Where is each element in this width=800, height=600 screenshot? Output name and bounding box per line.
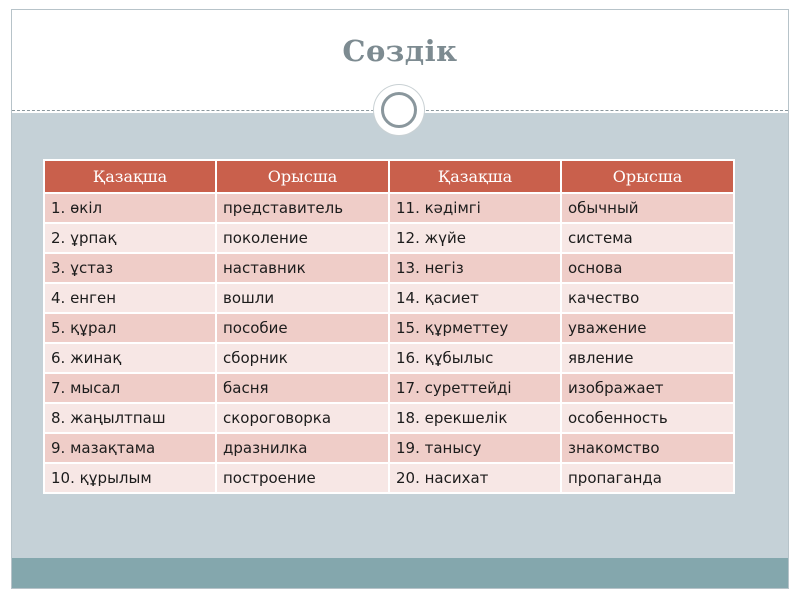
cell-russian: пропаганда [561, 463, 734, 493]
cell-kazakh: 5. құрал [44, 313, 216, 343]
cell-russian: знакомство [561, 433, 734, 463]
header-russian-1: Орысша [216, 160, 389, 193]
cell-russian: построение [216, 463, 389, 493]
circle-ornament-icon [374, 85, 424, 135]
cell-russian: басня [216, 373, 389, 403]
cell-kazakh: 4. енген [44, 283, 216, 313]
cell-russian: особенность [561, 403, 734, 433]
table-row [44, 193, 734, 223]
table-row [44, 283, 734, 313]
table-row [44, 223, 734, 253]
cell-kazakh: 15. құрметтеу [389, 313, 561, 343]
cell-kazakh: 9. мазақтама [44, 433, 216, 463]
cell-kazakh: 19. танысу [389, 433, 561, 463]
cell-kazakh: 3. ұстаз [44, 253, 216, 283]
cell-russian: представитель [216, 193, 389, 223]
table-row [44, 463, 734, 493]
cell-kazakh: 17. суреттейді [389, 373, 561, 403]
cell-russian: основа [561, 253, 734, 283]
cell-russian: качество [561, 283, 734, 313]
cell-kazakh: 14. қасиет [389, 283, 561, 313]
cell-russian: явление [561, 343, 734, 373]
cell-kazakh: 12. жүйе [389, 223, 561, 253]
cell-russian: система [561, 223, 734, 253]
slide-title: Сөздік [342, 34, 458, 68]
table-row [44, 403, 734, 433]
header-russian-2: Орысша [561, 160, 734, 193]
cell-kazakh: 7. мысал [44, 373, 216, 403]
cell-russian: поколение [216, 223, 389, 253]
cell-kazakh: 1. өкіл [44, 193, 216, 223]
cell-kazakh: 2. ұрпақ [44, 223, 216, 253]
cell-russian: обычный [561, 193, 734, 223]
table-row [44, 433, 734, 463]
cell-kazakh: 16. құбылыс [389, 343, 561, 373]
cell-russian: уважение [561, 313, 734, 343]
cell-kazakh: 10. құрылым [44, 463, 216, 493]
cell-kazakh: 8. жаңылтпаш [44, 403, 216, 433]
table-header-row [44, 160, 734, 193]
table-row [44, 253, 734, 283]
cell-russian: дразнилка [216, 433, 389, 463]
cell-kazakh: 6. жинақ [44, 343, 216, 373]
cell-russian: наставник [216, 253, 389, 283]
vocabulary-table [43, 159, 735, 494]
cell-kazakh: 20. насихат [389, 463, 561, 493]
table-row [44, 313, 734, 343]
header-kazakh-1: Қазақша [44, 160, 216, 193]
cell-kazakh: 13. негіз [389, 253, 561, 283]
bottom-band [12, 558, 788, 588]
cell-russian: вошли [216, 283, 389, 313]
cell-russian: изображает [561, 373, 734, 403]
cell-kazakh: 11. кәдімгі [389, 193, 561, 223]
header-kazakh-2: Қазақша [389, 160, 561, 193]
cell-russian: сборник [216, 343, 389, 373]
ring-icon [381, 92, 417, 128]
table-row [44, 373, 734, 403]
table-row [44, 343, 734, 373]
cell-russian: пособие [216, 313, 389, 343]
cell-russian: скороговорка [216, 403, 389, 433]
cell-kazakh: 18. ерекшелік [389, 403, 561, 433]
